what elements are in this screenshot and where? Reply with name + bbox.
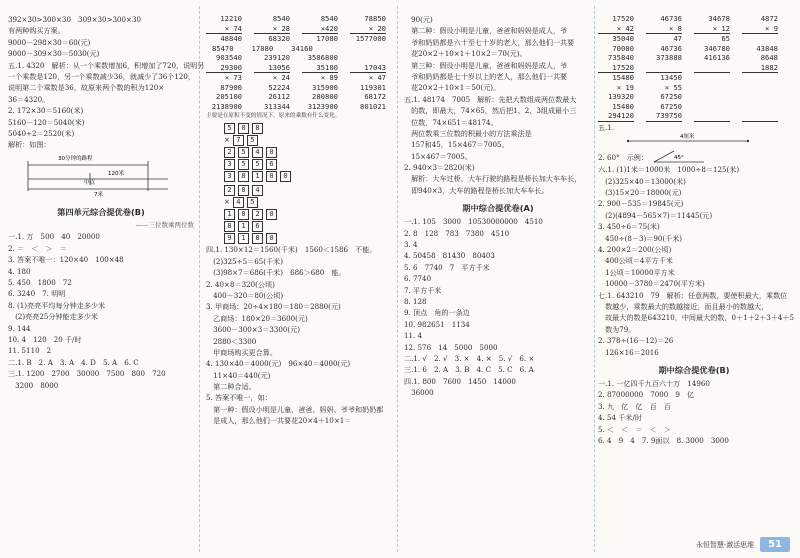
text-line: 36000 (404, 388, 434, 398)
text-line: 花20×2＋10×1＋10×2＝70(元)。 (404, 49, 527, 59)
text-line: 4. 180 (8, 266, 31, 276)
digit-box: 0 (238, 123, 249, 134)
digit-box: 5 (252, 159, 263, 170)
segment-drawing (598, 133, 778, 147)
arithmetic-cell: × 19 (616, 82, 634, 92)
digit-box: 0 (280, 171, 291, 182)
arithmetic-cell (694, 92, 730, 102)
text-line: 4. 54 千米/时 (598, 413, 642, 423)
digit-box: 0 (238, 185, 249, 196)
text-line: (3)98×7＝686(千米) 686＞680 能。 (206, 268, 346, 278)
text-line: 故最大的数是643210，中间最大的数，0＋1＋2＋3＋4＋5 (598, 313, 795, 323)
diagram-label-top: 30分钟的路程 (58, 155, 93, 162)
text-line: 4. 130×40＝4000(元) 96×40＝4000(元) (206, 359, 351, 369)
arithmetic-cell (742, 83, 778, 93)
digit-box-row (224, 184, 392, 196)
text-line: 解析：大车过桥，大车行驶的路程是桥长加大车车长， (404, 174, 582, 184)
arithmetic-cell (742, 111, 778, 122)
arithmetic-cell: 8540 (320, 14, 338, 23)
text-line: 是成人，那么他们一共要花20×4＋10×1＝ (206, 416, 352, 426)
distance-diagram (8, 151, 188, 197)
arithmetic-cell: 416136 (704, 53, 730, 62)
arithmetic-cell: 48840 (220, 34, 242, 43)
digit-box: 4 (252, 147, 263, 158)
arithmetic-cell (646, 63, 682, 73)
arithmetic-cell: 4872 (760, 14, 778, 23)
arithmetic-cell (364, 44, 392, 54)
arithmetic-row (598, 111, 790, 122)
digit-box: × (224, 197, 230, 206)
arithmetic-row (598, 73, 790, 83)
arithmetic-cell: 17080 (316, 34, 338, 43)
digit-box-row (224, 170, 392, 182)
arithmetic-cell: 35100 (302, 63, 338, 74)
text-line: 解析：如图： (8, 140, 51, 150)
text-line: 七.1. 643210 79 解析：任意两数，要使积最大，乘数位 (598, 290, 788, 300)
text-line: 90(元) (404, 15, 433, 24)
text-line: 两位数乘三位数的积最小的方法乘法是 (404, 128, 532, 138)
digit-box: 0 (266, 209, 277, 220)
arithmetic-cell: 12210 (220, 14, 242, 23)
text-line: 15×467＝7005。 (404, 151, 472, 161)
text-line: 10000－3780＝2470(平方米) (598, 279, 705, 289)
arithmetic-cell: 139320 (608, 92, 634, 101)
arithmetic-cell: 3586800 (307, 53, 338, 62)
angle-drawing (648, 150, 708, 164)
text-line: (2)(4894－565×7)＝11445(元) (598, 210, 713, 220)
arithmetic-cell (742, 73, 778, 83)
arithmetic-cell: 17043 (350, 63, 386, 74)
digit-box-row (224, 220, 392, 232)
arithmetic-cell (694, 111, 730, 122)
text-line: 一个乘数是120，另一个乘数减少36，就减少了36个120， (8, 71, 196, 81)
text-line: 400公顷＝4平方千米 (598, 256, 673, 266)
digit-box-row (224, 122, 392, 134)
arithmetic-cell: 903540 (216, 53, 242, 62)
text-line: 2. 87000000 7000 9 亿 (598, 390, 695, 400)
column-3 (404, 14, 592, 399)
arithmetic-cell: 8540 (272, 14, 290, 23)
text-line: 3600－300×3＝3300(元) (206, 325, 301, 335)
arithmetic-row (206, 34, 392, 44)
arithmetic-cell: × 20 (350, 24, 386, 35)
diagram-label-mid: 120米 (108, 170, 124, 177)
text-line: 5. 6 7740 7 平方千米 (404, 262, 490, 272)
text-line: 4. 200×2＝200(公顷) (598, 245, 672, 255)
text-line: 1公顷＝10000平方米 (598, 267, 675, 277)
footer-brand: 永恒智慧·激活思维 (695, 540, 755, 549)
text-line: 5040÷2＝2520(米) (8, 128, 75, 138)
digit-box: 0 (266, 233, 277, 244)
text-line: (2)325×40＝13000(米) (598, 176, 686, 186)
text-line: 9. 144 (8, 323, 31, 333)
digit-box: 1 (224, 209, 235, 220)
digit-box-row (224, 134, 392, 146)
digit-box-row (224, 232, 392, 244)
text-line: 2. 8 128 783 7380 4510 (404, 228, 510, 238)
text-line: 二.1. B 2. A 3. A 4. D 5. A 6. C (8, 357, 139, 367)
text-line: 2880＜3300 (206, 336, 257, 346)
text-line: 5160－120＝5040(米) (8, 117, 85, 127)
arithmetic-cell: 346780 (704, 43, 730, 53)
arithmetic-cell: 67250 (660, 92, 682, 101)
text-line: 450÷(8－3)＝90(千米) (598, 233, 683, 243)
text-line: 10. 4 120 20 千/时 (8, 335, 82, 344)
arithmetic-cell (694, 83, 730, 93)
column-2 (206, 14, 392, 427)
text-line: 11×40＝440(元) (206, 370, 271, 380)
column-4 (598, 14, 795, 446)
arithmetic-cell: 34160 (291, 43, 313, 53)
arithmetic-row (598, 24, 790, 35)
text-line: 甲商场购买更合算。 (206, 347, 277, 357)
diagram-label-center: 中点 (84, 179, 96, 186)
digit-box-puzzle-2 (206, 184, 392, 244)
digit-box: 1 (238, 233, 249, 244)
arithmetic-cell: 52224 (268, 82, 290, 92)
text-line: 12. 576 14 5000 5000 (404, 342, 498, 352)
digit-box: 5 (247, 135, 258, 146)
arithmetic-cell: 373888 (656, 53, 682, 62)
vertical-arithmetic (206, 14, 392, 111)
arithmetic-cell: 70080 (612, 43, 634, 53)
arithmetic-cell: 119301 (360, 82, 386, 92)
text-line: 3. 甲商场：20÷4×180＝180＝2880(元) (206, 302, 341, 312)
arithmetic-cell: × 9 (742, 24, 778, 35)
arithmetic-cell (694, 63, 730, 73)
text-line: 二.1. √ 2. √ 3. × 4. × 5. √ 6. × (404, 353, 535, 363)
arithmetic-cell: × 24 (272, 73, 290, 82)
text-line: 2. 60° 示例： (598, 152, 648, 162)
text-line: 2. 378÷(16－12)＝26 (598, 336, 674, 346)
page-number: 51 (760, 537, 790, 552)
digit-box: 3 (224, 159, 235, 170)
text-line: 五.1. (598, 122, 615, 132)
arithmetic-cell: 739750 (646, 111, 682, 122)
arithmetic-cell: 280800 (312, 92, 338, 101)
arithmetic-row (206, 73, 392, 83)
arithmetic-cell: 68320 (268, 34, 290, 43)
arithmetic-cell: 2138900 (211, 101, 242, 111)
text-line: 2. 900－535＝19845(元) (598, 199, 684, 209)
text-line: 爷和奶奶都是六十至七十岁的老人，那么他们一共要 (404, 37, 575, 47)
vertical-arithmetic (598, 14, 790, 122)
text-line: 的数，即最大，74×65，然后把1、2、3组成最小三 (404, 106, 577, 116)
arithmetic-cell: 205100 (216, 92, 242, 101)
arithmetic-cell: 46736 (660, 14, 682, 23)
arithmetic-row (206, 53, 392, 63)
digit-box-row (224, 158, 392, 170)
text-line: 数越少，乘数最大的数越接近，而且最小的数越大， (598, 301, 769, 311)
arithmetic-cell (694, 102, 730, 112)
text-line: 2. 172×30＝5160(米) (8, 106, 84, 116)
arithmetic-cell: 68172 (364, 92, 386, 101)
text-line: 9000－309×30＝5030(元) (8, 49, 100, 59)
text-line: 第三种：假设小明是儿童，爸爸和妈妈是成人，爷 (404, 60, 568, 70)
text-line: 126×16＝2016 (598, 347, 659, 357)
section-title: 期中综合提优卷(B) (658, 364, 730, 375)
digit-box-puzzle-1 (206, 122, 392, 182)
text-line: 6. 7740 (404, 274, 432, 284)
digit-box: 1 (238, 221, 249, 232)
text-line: 400－320＝80(公顷) (206, 290, 284, 300)
arithmetic-row (598, 63, 790, 73)
digit-box: 9 (224, 233, 235, 244)
text-line: 2. 40×8＝320(公顷) (206, 279, 275, 289)
text-line: 9000－298×30＝60(元) (8, 37, 91, 47)
arithmetic-cell: × 74 (206, 24, 242, 35)
digit-box: 5 (238, 147, 249, 158)
text-line: 四.1. 130×12＝1560(千米) 1560＜1586 不能。 (206, 245, 377, 255)
digit-box: 1 (252, 171, 263, 182)
arithmetic-cell: × 12 (694, 24, 730, 35)
segment-length-label: 4厘米 (680, 133, 695, 140)
digit-box: 4 (233, 197, 244, 208)
arithmetic-row (206, 102, 392, 112)
text-line: 4. 50458 81430 80403 (404, 251, 495, 261)
text-line: 36＝4320。 (8, 94, 50, 104)
digit-box: 8 (252, 233, 263, 244)
text-line: 3. 450÷6＝75(米) (598, 222, 660, 232)
digit-box: 8 (252, 123, 263, 134)
text-line: (2)325÷5＝65(千米) (206, 256, 283, 266)
arithmetic-cell (350, 53, 386, 63)
digit-box: 5 (247, 197, 258, 208)
text-line: 花20×2＋10×1＝50(元)。 (404, 83, 501, 93)
digit-box: 6 (252, 221, 263, 232)
arithmetic-row (206, 44, 392, 54)
text-line: 5. 450 1800 72 (8, 278, 72, 288)
arithmetic-cell (325, 44, 353, 54)
column-divider (397, 6, 398, 552)
text-line: 9. 顶点 角的一条边 (404, 308, 470, 318)
arithmetic-cell: 43848 (756, 43, 778, 53)
arithmetic-row (598, 83, 790, 93)
text-line: 11. 4 (404, 331, 423, 341)
text-line: 8. 128 (404, 296, 427, 306)
text-line: 392×30>300×30 309×30>300×30 (8, 15, 142, 24)
text-line: 3. 答案不唯一：120×40 100×48 (8, 255, 124, 265)
angle-row (598, 150, 790, 164)
arithmetic-row (598, 102, 790, 112)
arithmetic-cell: 13450 (660, 73, 682, 82)
angle-label: 45° (673, 155, 684, 162)
text-line: 157和45，15×467＝7005。 (404, 140, 509, 150)
arithmetic-cell: 47 (673, 34, 682, 43)
text-line: 3. 九 亿 亿 百 百 (598, 401, 671, 411)
arithmetic-cell: 239120 (264, 53, 290, 62)
digit-box: × (224, 135, 230, 144)
text-line: 说明第二个乘数是36，故原来两个数的积为120× (8, 83, 165, 93)
arithmetic-cell: × 47 (368, 73, 386, 82)
arithmetic-row (206, 24, 392, 35)
text-line: 10. 982651 1134 (404, 319, 470, 329)
arithmetic-cell: 87900 (220, 82, 242, 92)
arithmetic-row (206, 92, 392, 102)
digit-box: 2 (224, 185, 235, 196)
arithmetic-cell: 1577000 (355, 34, 386, 43)
arithmetic-cell: ×420 (302, 24, 338, 35)
arithmetic-cell: 65 (721, 34, 730, 43)
arithmetic-cell: 313344 (264, 101, 290, 111)
text-line: 5. 答案不唯一，如： (206, 393, 272, 403)
arithmetic-cell: 78850 (364, 14, 386, 23)
digit-box: 2 (224, 147, 235, 158)
text-line: 第二种：假设小明是儿童，爸爸和妈妈是成人，爷 (404, 26, 568, 36)
text-line: 有两种购买方案。 (8, 26, 65, 36)
text-line: (2)亮亮25分钟能走多少米 (8, 312, 99, 322)
arithmetic-row (598, 92, 790, 102)
text-line: 7. 平方千米 (404, 285, 442, 295)
arithmetic-cell (742, 102, 778, 112)
arithmetic-cell (694, 73, 730, 83)
arithmetic-cell: × 73 (224, 73, 242, 82)
text-line: 2. ＝ ＜ ＞ ＝ (8, 243, 67, 253)
text-line: 爷和奶奶都是七十岁以上的老人，那么他们一共要 (404, 71, 568, 81)
text-line: 乙商场：180×20＝3600(元) (206, 313, 308, 323)
arithmetic-cell: 17080 (251, 43, 274, 53)
digit-box: 2 (252, 209, 263, 220)
text-line: (3)15×20＝18000(元) (598, 188, 682, 198)
arithmetic-cell: 17520 (612, 14, 634, 23)
arithmetic-cell: 3123900 (307, 101, 338, 111)
arithmetic-cell: 294120 (598, 111, 634, 122)
section-title: 第四单元综合提优卷(B) (57, 207, 145, 218)
arithmetic-row (598, 44, 790, 54)
arithmetic-cell: 17520 (612, 62, 634, 72)
arithmetic-row (598, 53, 790, 63)
arithmetic-row (598, 14, 790, 24)
digit-box-row (224, 196, 392, 208)
digit-box-row (224, 146, 392, 158)
text-line: 2. 940×3＝2820(米) (404, 163, 475, 173)
text-line: 六.1. (1)1米＝1000米 1000÷8＝125(米) (598, 165, 740, 175)
arithmetic-row (206, 14, 392, 24)
digit-box: 7 (233, 135, 244, 146)
text-line: 位数，74×651＝48174。 (404, 117, 498, 127)
arithmetic-cell: 8648 (760, 53, 778, 62)
arithmetic-cell: 46736 (660, 43, 682, 53)
note-line: 主要是在原积不变的情况下，原来的乘数有什么变化。 (206, 113, 341, 119)
arithmetic-cell: 34678 (708, 14, 730, 23)
arithmetic-cell (742, 92, 778, 102)
arithmetic-cell: 735840 (608, 53, 634, 62)
text-line: 即940×3，大车的路程是桥长加大车车长。 (404, 185, 549, 195)
text-line: 一.1. 一亿四千九百六十万 14960 (598, 378, 710, 388)
text-line: 第二种合适。 (206, 382, 256, 392)
digit-box: 5 (238, 159, 249, 170)
text-line: 11. 5110 2 (8, 346, 52, 356)
text-line: 三.1. 6 2. A 3. B 4. C 5. C 6. A (404, 365, 534, 375)
digit-box: 0 (266, 171, 277, 182)
column-divider (594, 6, 595, 552)
section-title: 期中综合提优卷(A) (462, 203, 534, 214)
text-line: 3200 8000 (8, 380, 59, 390)
digit-box: 5 (224, 123, 235, 134)
text-line: 一.1. 105 3000 10530000000 4510 (404, 217, 543, 227)
text-line: 8. (1)亮亮平均每分钟走多少米 (8, 300, 106, 310)
text-line: 5. ＜ ＜ ＝ ＜ ＞ (598, 424, 671, 434)
arithmetic-cell: 35040 (612, 34, 634, 43)
arithmetic-cell: × 28 (254, 24, 290, 35)
text-line: 五.1. 4320 解析：从一个乘数增加6，积增加了720，说明另 (8, 60, 205, 70)
diagram-label-bottom: 7米 (94, 191, 103, 197)
digit-box: 8 (224, 221, 235, 232)
digit-box: 4 (252, 185, 263, 196)
arithmetic-cell: 26112 (268, 92, 290, 101)
arithmetic-row (206, 83, 392, 93)
arithmetic-cell: 15480 (612, 101, 634, 111)
column-1 (8, 14, 205, 391)
arithmetic-cell: 1882 (760, 62, 778, 72)
arithmetic-cell: 315900 (312, 82, 338, 92)
digit-box: 6 (266, 159, 277, 170)
arithmetic-cell: 15480 (612, 73, 634, 82)
page-footer (696, 537, 790, 552)
section-subtitle: ——三位数乘两位数 (135, 221, 194, 230)
arithmetic-cell: × 8 (646, 24, 682, 35)
text-line: 数为79。 (598, 324, 636, 334)
text-line: 6. 3240 7. 明明 (8, 289, 66, 299)
text-line: 四.1. 800 7600 1450 14000 (404, 376, 516, 386)
text-line: 3. 4 (404, 240, 418, 250)
arithmetic-cell: 801021 (360, 101, 386, 111)
arithmetic-row (598, 34, 790, 44)
text-line: 五.1. 48174 7005 解析：先把大数组成两位数最大 (404, 94, 577, 104)
text-line: 第一种：假设小明是儿童，爸爸、妈妈、爷爷和奶奶都 (206, 404, 384, 414)
arithmetic-cell: 67250 (660, 101, 682, 111)
arithmetic-cell: × 55 (664, 82, 682, 92)
digit-box: 0 (266, 147, 277, 158)
text-line: 一.1. 万 500 40 20000 (8, 232, 100, 242)
text-line: 三.1. 1200 2700 30000 7500 800 720 (8, 369, 166, 379)
text-line: 6. 4 9 4 7. 9面以 8. 3000 3000 (598, 435, 729, 445)
arithmetic-cell: 29300 (206, 63, 242, 74)
digit-box-row (224, 208, 392, 220)
arithmetic-cell: 13056 (254, 63, 290, 74)
arithmetic-cell: × 42 (598, 24, 634, 35)
digit-box: 3 (224, 171, 235, 182)
digit-box: 8 (238, 171, 249, 182)
column-divider (199, 6, 200, 552)
arithmetic-cell: 85470 (211, 43, 234, 53)
arithmetic-row (206, 63, 392, 74)
arithmetic-cell (742, 34, 778, 44)
arithmetic-cell: × 89 (320, 73, 338, 82)
digit-box: 0 (238, 209, 249, 220)
